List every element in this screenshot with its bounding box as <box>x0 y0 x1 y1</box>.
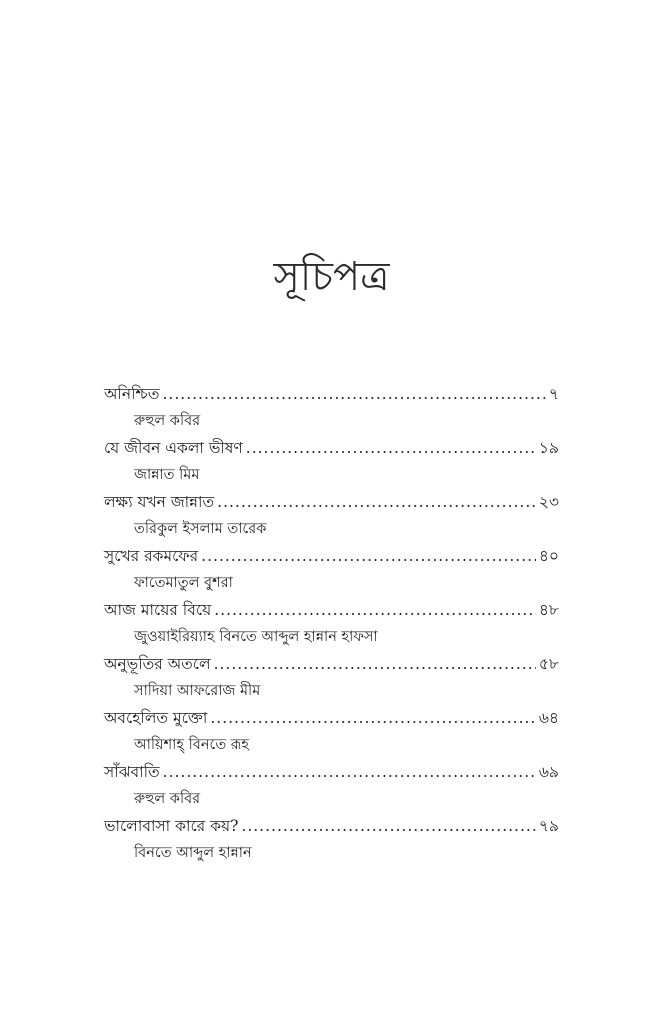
toc-dot-leader <box>163 758 536 786</box>
toc-page-number: ৪০ <box>538 547 559 565</box>
toc-entry-title: অনিশ্চিত <box>104 385 160 403</box>
toc-entry-title: লক্ষ্য যখন জান্নাত <box>104 493 215 511</box>
toc-page-number: ৫৮ <box>538 655 559 673</box>
toc-entry-title: সাঁঝবাতি <box>104 763 160 781</box>
toc-page-number: ৪৮ <box>538 601 559 619</box>
toc-entry <box>104 650 559 704</box>
toc-entry-title: অবহেলিত মুক্তো <box>104 709 208 727</box>
toc-entry-title: আজ মায়ের বিয়ে <box>104 601 212 619</box>
toc-line <box>104 380 559 408</box>
toc-entry-author: আয়িশাহ্ বিনতে রূহ <box>134 737 249 753</box>
toc-entry <box>104 758 559 812</box>
toc-dot-leader <box>217 488 536 516</box>
toc-entry-author: রুহুল কবির <box>134 791 201 807</box>
table-of-contents <box>104 380 559 866</box>
toc-entry <box>104 488 559 542</box>
toc-entry-author: বিনতে আব্দুল হান্নান <box>134 845 252 861</box>
toc-dot-leader <box>210 704 536 732</box>
toc-entry <box>104 434 559 488</box>
toc-entry <box>104 596 559 650</box>
toc-entry-author: জান্নাত মিম <box>134 467 200 483</box>
toc-entry-author: জুওয়াইরিয়্যাহ বিনতে আব্দুল হান্নান হাফসা <box>134 629 378 645</box>
toc-page-number: ৬৯ <box>538 763 559 781</box>
toc-dot-leader <box>246 434 536 462</box>
toc-line <box>104 596 559 624</box>
toc-entry-title: সুখের রকমফের <box>104 547 199 565</box>
toc-entry-title: ভালোবাসা কারে কয়? <box>104 817 239 835</box>
toc-entry-author: সাদিয়া আফরোজ মীম <box>134 683 261 699</box>
toc-line <box>104 488 559 516</box>
toc-entry <box>104 380 559 434</box>
toc-page-number: ৭ <box>548 385 559 403</box>
toc-line <box>104 812 559 840</box>
toc-entry <box>104 704 559 758</box>
toc-dot-leader <box>214 596 536 624</box>
toc-page-number: ৬৪ <box>538 709 559 727</box>
toc-dot-leader <box>241 812 535 840</box>
toc-entry-title: অনুভূতির অতলে <box>104 655 211 673</box>
toc-page-number: ১৯ <box>538 439 559 457</box>
toc-entry-title: যে জীবন একলা ভীষণ <box>104 439 243 457</box>
toc-entry <box>104 542 559 596</box>
toc-dot-leader <box>201 542 536 570</box>
toc-line <box>104 704 559 732</box>
toc-line <box>104 758 559 786</box>
toc-page-number: ২৩ <box>538 493 559 511</box>
toc-entry-author: তরিকুল ইসলাম তারেক <box>134 521 267 537</box>
toc-page-number: ৭৯ <box>538 817 559 835</box>
toc-entry-author: রুহুল কবির <box>134 413 201 429</box>
toc-dot-leader <box>162 380 545 408</box>
toc-entry <box>104 812 559 866</box>
toc-line <box>104 542 559 570</box>
toc-entry-author: ফাতেমাতুল বুশরা <box>134 575 233 591</box>
toc-line <box>104 434 559 462</box>
toc-line <box>104 650 559 678</box>
toc-dot-leader <box>214 650 536 678</box>
page-title: সূচিপত্র <box>273 254 390 300</box>
